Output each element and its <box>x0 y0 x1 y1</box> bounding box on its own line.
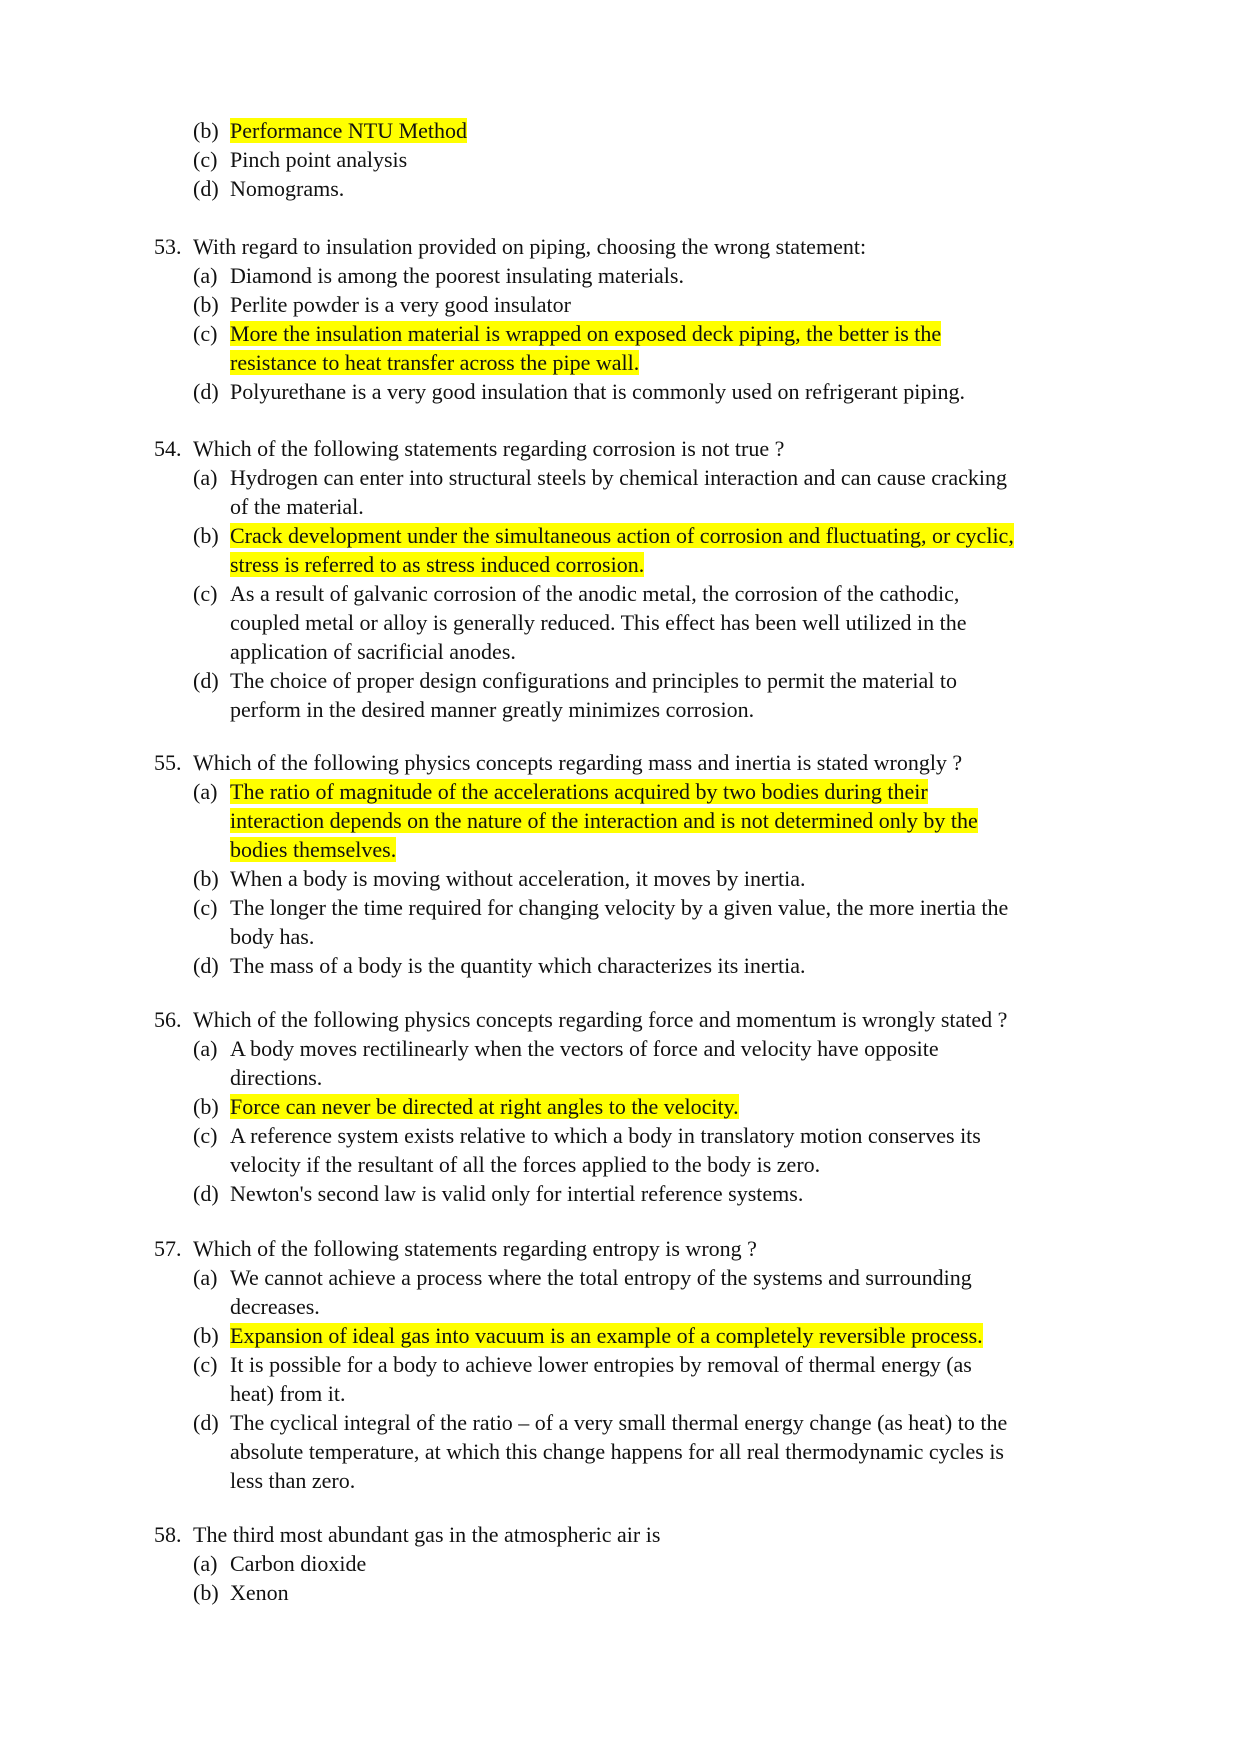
option-text-line <box>230 608 1130 637</box>
text-run: absolute temperature, at which this change happens for all real thermodynamic cycles is <box>230 1439 1004 1464</box>
option-letter: (a) <box>193 779 218 804</box>
text-run: We cannot achieve a process where the total entropy of the systems and surrounding <box>230 1265 972 1290</box>
text-run: less than zero. <box>230 1468 356 1493</box>
highlighted-answer-text: bodies themselves. <box>230 837 397 862</box>
option-text <box>230 1179 1130 1208</box>
option-text <box>230 319 1130 377</box>
text-run: coupled metal or alloy is generally reduced. This effect has been well utilized in the <box>230 610 967 635</box>
option-text-line <box>230 835 1130 864</box>
highlighted-answer-text: The ratio of magnitude of the accelerations acquired by two bodies during their <box>230 779 928 804</box>
option-text <box>230 116 1130 145</box>
option-letter: (d) <box>193 379 219 404</box>
question-number: 54. <box>154 436 182 461</box>
answer-option <box>0 951 1241 980</box>
text-run: The mass of a body is the quantity which characterizes its inertia. <box>230 953 806 978</box>
highlighted-answer-text: Performance NTU Method <box>230 118 468 143</box>
option-text-line <box>230 1549 1130 1578</box>
answer-option <box>0 893 1241 951</box>
option-text <box>230 1549 1130 1578</box>
option-letter: (a) <box>193 1551 218 1576</box>
answer-option <box>0 1350 1241 1408</box>
question-text: Which of the following physics concepts regarding force and momentum is wrongly stated ? <box>193 1007 1008 1032</box>
text-run: perform in the desired manner greatly minimizes corrosion. <box>230 697 755 722</box>
option-text <box>230 1092 1130 1121</box>
option-text-line <box>230 261 1130 290</box>
answer-option <box>0 463 1241 521</box>
question-text: Which of the following statements regarding corrosion is not true ? <box>193 436 785 461</box>
option-text <box>230 864 1130 893</box>
highlighted-answer-text: Crack development under the simultaneous action of corrosion and fluctuating, or cyclic, <box>230 523 1014 548</box>
option-text-line <box>230 1292 1130 1321</box>
answer-option-highlighted <box>0 1092 1241 1121</box>
text-run: decreases. <box>230 1294 320 1319</box>
question-number: 55. <box>154 750 182 775</box>
highlighted-answer-text: interaction depends on the nature of the interaction and is not determined only by the <box>230 808 978 833</box>
option-letter: (b) <box>193 292 219 317</box>
option-text-line <box>230 666 1130 695</box>
question-block <box>0 748 1241 980</box>
question-number: 57. <box>154 1236 182 1261</box>
option-text <box>230 579 1130 666</box>
option-text-line <box>230 319 1130 348</box>
option-letter: (b) <box>193 1580 219 1605</box>
text-run: The cyclical integral of the ratio – of a very small thermal energy change (as heat) to the <box>230 1410 1008 1435</box>
answer-option-highlighted <box>0 521 1241 579</box>
option-text <box>230 1321 1130 1350</box>
text-run: directions. <box>230 1065 323 1090</box>
option-text-line <box>230 377 1130 406</box>
answer-option <box>0 1263 1241 1321</box>
option-letter: (b) <box>193 866 219 891</box>
answer-option <box>0 1408 1241 1495</box>
option-text-line <box>230 1092 1130 1121</box>
option-text-line <box>230 348 1130 377</box>
option-letter: (b) <box>193 1323 219 1348</box>
highlighted-answer-text: Force can never be directed at right angles to the velocity. <box>230 1094 739 1119</box>
question-text: Which of the following physics concepts regarding mass and inertia is stated wrongly ? <box>193 750 963 775</box>
question-text: Which of the following statements regarding entropy is wrong ? <box>193 1236 757 1261</box>
option-text-line <box>230 550 1130 579</box>
option-text-line <box>230 1263 1130 1292</box>
highlighted-answer-text: More the insulation material is wrapped on exposed deck piping, the better is the <box>230 321 942 346</box>
question-block <box>0 232 1241 406</box>
option-text-line <box>230 1578 1130 1607</box>
answer-option <box>0 1549 1241 1578</box>
option-text-line <box>230 637 1130 666</box>
question <box>0 748 1241 777</box>
highlighted-answer-text: resistance to heat transfer across the pipe wall. <box>230 350 640 375</box>
answer-option <box>0 377 1241 406</box>
text-run: It is possible for a body to achieve lower entropies by removal of thermal energy (as <box>230 1352 972 1377</box>
option-text-line <box>230 174 1130 203</box>
text-run: velocity if the resultant of all the forces applied to the body is zero. <box>230 1152 821 1177</box>
question-text: With regard to insulation provided on piping, choosing the wrong statement: <box>193 234 867 259</box>
text-run: heat) from it. <box>230 1381 346 1406</box>
option-letter: (d) <box>193 1410 219 1435</box>
option-letter: (c) <box>193 147 218 172</box>
option-text-line <box>230 579 1130 608</box>
option-text <box>230 893 1130 951</box>
option-letter: (c) <box>193 895 218 920</box>
question-block <box>0 1520 1241 1607</box>
option-text <box>230 1350 1130 1408</box>
answer-option <box>0 1121 1241 1179</box>
text-run: When a body is moving without acceleration, it moves by inertia. <box>230 866 806 891</box>
option-text-line <box>230 290 1130 319</box>
text-run: Diamond is among the poorest insulating materials. <box>230 263 684 288</box>
text-run: application of sacrificial anodes. <box>230 639 516 664</box>
question-text: The third most abundant gas in the atmospheric air is <box>193 1522 661 1547</box>
option-text-line <box>230 1121 1130 1150</box>
text-run: As a result of galvanic corrosion of the anodic metal, the corrosion of the cathodic, <box>230 581 960 606</box>
question <box>0 1234 1241 1263</box>
option-text <box>230 290 1130 319</box>
question-number: 56. <box>154 1007 182 1032</box>
answer-option <box>0 1578 1241 1607</box>
text-run: The choice of proper design configurations and principles to permit the material to <box>230 668 957 693</box>
answer-option <box>0 290 1241 319</box>
option-text-line <box>230 777 1130 806</box>
question <box>0 434 1241 463</box>
question-number: 53. <box>154 234 182 259</box>
option-text <box>230 463 1130 521</box>
question-block <box>0 1005 1241 1208</box>
option-letter: (c) <box>193 1352 218 1377</box>
text-run: Xenon <box>230 1580 289 1605</box>
option-letter: (b) <box>193 523 219 548</box>
option-text-line <box>230 951 1130 980</box>
answer-option <box>0 666 1241 724</box>
option-text-line <box>230 695 1130 724</box>
option-text-line <box>230 492 1130 521</box>
option-text <box>230 951 1130 980</box>
option-text-line <box>230 1063 1130 1092</box>
option-text-line <box>230 1034 1130 1063</box>
answer-option-highlighted <box>0 777 1241 864</box>
option-text-line <box>230 1437 1130 1466</box>
option-text-line <box>230 463 1130 492</box>
question <box>0 232 1241 261</box>
option-text <box>230 777 1130 864</box>
option-letter: (a) <box>193 1036 218 1061</box>
text-run: Newton's second law is valid only for intertial reference systems. <box>230 1181 804 1206</box>
option-text-line <box>230 521 1130 550</box>
answer-option <box>0 261 1241 290</box>
question <box>0 1520 1241 1549</box>
text-run: Perlite powder is a very good insulator <box>230 292 571 317</box>
option-letter: (c) <box>193 581 218 606</box>
answer-option <box>0 864 1241 893</box>
answer-option-highlighted <box>0 1321 1241 1350</box>
text-run: Carbon dioxide <box>230 1551 367 1576</box>
option-text <box>230 261 1130 290</box>
answer-option <box>0 174 1241 203</box>
option-text <box>230 1121 1130 1179</box>
option-letter: (d) <box>193 176 219 201</box>
option-text <box>230 174 1130 203</box>
text-run: Pinch point analysis <box>230 147 408 172</box>
option-text-line <box>230 116 1130 145</box>
question-block <box>0 116 1241 203</box>
answer-option <box>0 145 1241 174</box>
question-number: 58. <box>154 1522 182 1547</box>
text-run: A reference system exists relative to which a body in translatory motion conserves its <box>230 1123 981 1148</box>
option-letter: (d) <box>193 953 219 978</box>
option-text-line <box>230 864 1130 893</box>
answer-option <box>0 1179 1241 1208</box>
option-text <box>230 1034 1130 1092</box>
option-text-line <box>230 922 1130 951</box>
option-text <box>230 1578 1130 1607</box>
option-letter: (a) <box>193 263 218 288</box>
answer-option <box>0 579 1241 666</box>
option-text <box>230 1408 1130 1495</box>
question <box>0 1005 1241 1034</box>
option-text-line <box>230 1379 1130 1408</box>
answer-option-highlighted <box>0 319 1241 377</box>
option-letter: (b) <box>193 1094 219 1119</box>
option-text-line <box>230 145 1130 174</box>
option-letter: (c) <box>193 321 218 346</box>
text-run: A body moves rectilinearly when the vectors of force and velocity have opposite <box>230 1036 939 1061</box>
option-text <box>230 666 1130 724</box>
option-text-line <box>230 1321 1130 1350</box>
option-letter: (a) <box>193 1265 218 1290</box>
answer-option-highlighted <box>0 116 1241 145</box>
text-run: Nomograms. <box>230 176 345 201</box>
option-text-line <box>230 1350 1130 1379</box>
option-text-line <box>230 806 1130 835</box>
option-letter: (b) <box>193 118 219 143</box>
question-block <box>0 434 1241 724</box>
text-run: body has. <box>230 924 315 949</box>
option-text <box>230 521 1130 579</box>
text-run: of the material. <box>230 494 364 519</box>
text-run: Hydrogen can enter into structural steels by chemical interaction and can cause cracking <box>230 465 1008 490</box>
option-text-line <box>230 1466 1130 1495</box>
highlighted-answer-text: stress is referred to as stress induced corrosion. <box>230 552 645 577</box>
text-run: The longer the time required for changing velocity by a given value, the more inertia the <box>230 895 1009 920</box>
option-text-line <box>230 1150 1130 1179</box>
option-text-line <box>230 893 1130 922</box>
question-block <box>0 1234 1241 1495</box>
option-text-line <box>230 1408 1130 1437</box>
answer-option <box>0 1034 1241 1092</box>
highlighted-answer-text: Expansion of ideal gas into vacuum is an example of a completely reversible process. <box>230 1323 983 1348</box>
option-letter: (d) <box>193 668 219 693</box>
option-text-line <box>230 1179 1130 1208</box>
text-run: Polyurethane is a very good insulation that is commonly used on refrigerant piping. <box>230 379 966 404</box>
option-letter: (d) <box>193 1181 219 1206</box>
option-text <box>230 377 1130 406</box>
option-text <box>230 145 1130 174</box>
option-letter: (a) <box>193 465 218 490</box>
option-text <box>230 1263 1130 1321</box>
option-letter: (c) <box>193 1123 218 1148</box>
